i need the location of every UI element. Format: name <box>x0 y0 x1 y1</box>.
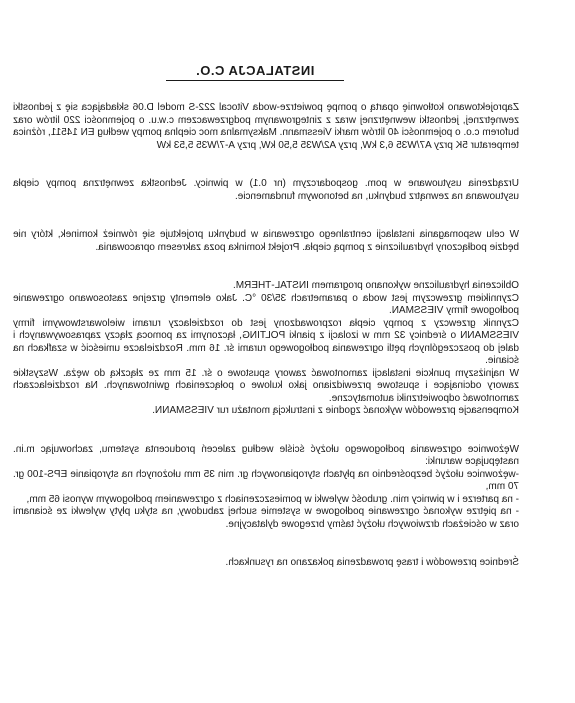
paragraph-floor-heating-0: Wężownice ogrzewania podłogowego ułożyć ściśle według zaleceń producenta systemu, zachowując m.in. następujące warunki: <box>13 443 519 467</box>
document-body <box>13 102 519 570</box>
paragraph-hydraulics-0: Obliczenia hydrauliczne wykonano programem INSTAL-THERM. <box>232 280 519 291</box>
paragraph-fireplace: W celu wspomagania instalacji centralnego ogrzewania w budynku projektuje się również kominek, który nie będzie podłączony hydraulicznie z pompą ciepła. Projekt kominka poza zakresem opracowania. <box>13 229 519 253</box>
paragraph-hydraulics-4: Kompensacje przewodów wykonać zgodnie z instrukcją montażu rur VIESSMANN. <box>152 405 519 416</box>
paragraph-floor-heating-2: - na parterze i w piwnicy min. grubość wylewki w pomieszczeniach z ogrzewaniem podłogowym wynosi 65 mm, <box>26 493 519 505</box>
paragraph-pipe-diameters: Średnice przewodów i trasę prowadzenia pokazano na rysunkach. <box>225 557 519 568</box>
paragraph-hydraulics-1: Czynnikiem grzewczym jest woda o parametrach 35/30 °C. Jako elementy grzejne zastosowano ogrzewanie podłogowe firmy VIESSMAN. <box>13 292 519 316</box>
paragraph-hydraulics-2: Czynnik grzewczy z pompy ciepła rozprowadzony jest do rozdzielaczy rurami wielowarstwowymi firmy VIESSMANN o średnicy 32 mm w izolacji z pianki POLTING, łączonymi za pomocą złączy zaprasowywanych i dalej do poszczególnych pętli ogrzewania podłogowego rurami śr. 16 mm. Rozdzielacze umieścić w szafkach na ścianie. <box>13 317 519 366</box>
paragraph-floor-heating-1: -wężownice ułożyć bezpośrednio na płytach styropianowych gr. min 35 mm ułożonych na styropianie EPS-100 gr. 70 mm, <box>13 468 519 492</box>
paragraph-floor-heating-3: - na piętrze wykonać ogrzewanie podłogowe w systemie suchej zabudowy, na styku płyty wylewki ze ścianami oraz w ościeżach drzwiowych ułożyć taśmy brzegowe dylatacyjne. <box>13 506 519 530</box>
paragraph-hydraulics-3: W najniższym punkcie instalacji zamontować zawory spustowe o śr. 15 mm ze złączką do węża. Wszystkie zawory odcinające i spustowe przewidziano jako kulowe o połączeniach gwintowanych. Na rozdzielaczach zamontować odpowietrzniki automatyczne. <box>13 367 519 404</box>
document-title: INSTALACJA C.O. <box>0 63 515 78</box>
paragraph-boiler-room: Zaprojektowano kotłownię opartą o pompę powietrze-woda Vitocal 222-S model D.06 składająca się z jednostki zewnętrznej, jednostki wewnętrznej wraz z zintegrowanym podgrzewaczem c.w.u. o pojemności 220 litrów oraz buforem c.o. o pojemności 40 litrów marki Viessmann. Maksymalna moc cieplna pompy według EN 14511, różnica temperatur 5K przy A7/W35 6,3 kW, przy A2/W35 5,50 kW, przy A-7/W35 5,53 kW <box>13 102 519 151</box>
paragraph-equipment-location: Urządzenia usytuowane w pom. gospodarczym (nr 0.1) w piwnicy. Jednostka zewnętrzna pompy ciepła usytuowana na zewnątrz budynku, na betonowym fundamencie. <box>13 178 519 202</box>
